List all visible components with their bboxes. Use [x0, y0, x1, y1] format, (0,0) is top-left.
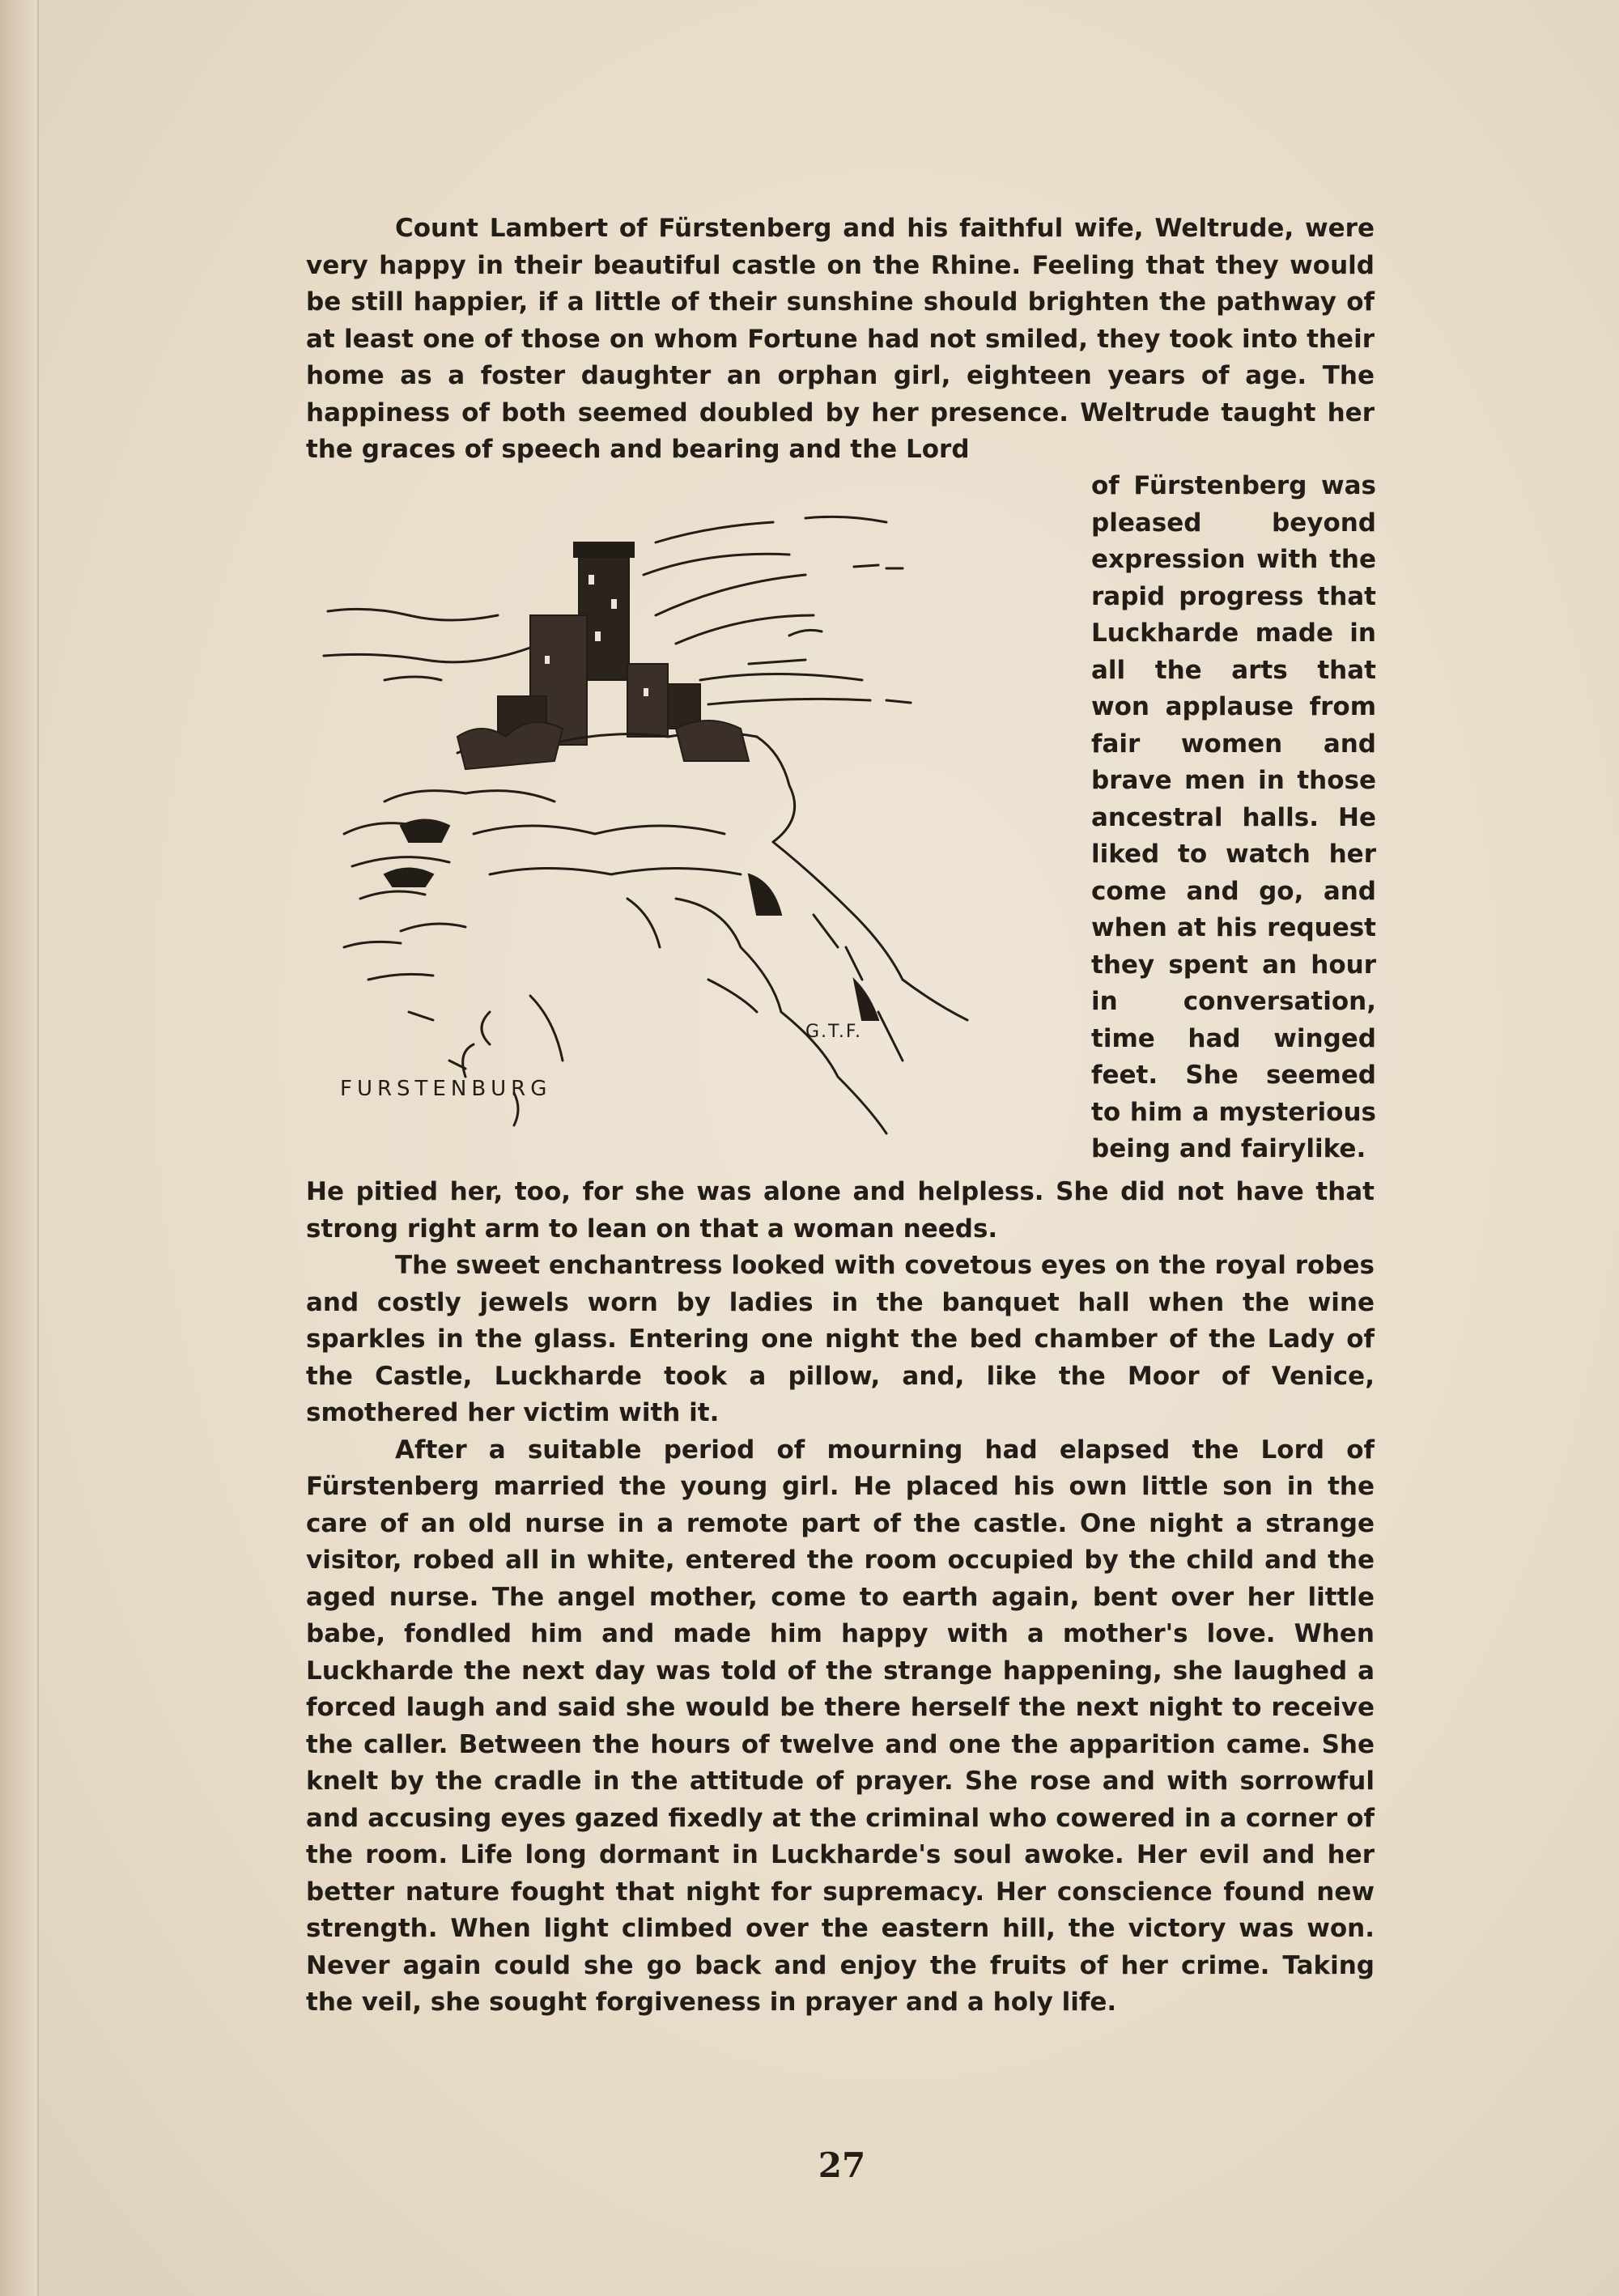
body-text — [306, 1174, 1375, 2022]
paragraph-3: After a suitable period of mourning had elapsed the Lord of Fürstenberg married the young girl. He placed his own little son in the care of an old nurse in a remote part of the castle. One night a strange visitor, robed all in white, entered the room occupied by the child and the aged nurse. The angel mother, come to earth again, bent over her little babe, fondled him and made him happy with a mother's love. When Luckharde the next day was told of the strange happening, she laughed a forced laugh and said she would be there herself the next night to receive the caller. Between the hours of twelve and one the apparition came. She knelt by the cradle in the attitude of prayer. She rose and with sorrowful and accusing eyes gazed fixedly at the criminal who cowered in a corner of the room. Life long dormant in Luckharde's soul awoke. Her evil and her better nature fought that night for supremacy. Her conscience found new strength. When light climbed over the eastern hill, the victory was won. Never again could she go back and enjoy the fruits of her crime. Taking the veil, she sought forgiveness in prayer and a holy life. — [306, 1435, 1375, 2017]
castle-drawing — [287, 494, 1081, 1166]
book-gutter — [0, 0, 39, 2296]
wrap-column-text: of Fürstenberg was pleased beyond expression with the rapid progress that Luckharde made in all the arts that won applause from fair women and brave men in those ancestral halls. He liked to watch her come and go, and when at his request they spent an hour in conversation, time had winged feet. She seemed to him a mysterious being and fairylike. — [1091, 471, 1376, 1163]
paragraph-1: Count Lambert of Fürstenberg and his faithful wife, Weltrude, were very happy in their beautiful castle on the Rhine. Feeling that they would be still happier, if a little of their sunshine should brighten the pathway of at least one of those on whom Fortune had not smiled, they took into their home as a foster daughter an orphan girl, eighteen years of age. The happiness of both seemed doubled by her presence. Weltrude taught her the graces of speech and bearing and the Lord — [306, 214, 1375, 464]
illustration-caption: FURSTENBURG — [340, 1077, 552, 1101]
castle-illustration — [287, 494, 1081, 1166]
opening-paragraph — [306, 210, 1375, 469]
page-number: 27 — [818, 2145, 866, 2185]
paragraph-1-end: He pitied her, too, for she was alone and helpless. She did not have that strong right arm to lean on that a woman needs. — [306, 1177, 1375, 1244]
artist-initials: G.T.F. — [805, 1022, 862, 1042]
paragraph-2: The sweet enchantress looked with covetous eyes on the royal robes and costly jewels worn by ladies in the banquet hall when the wine sparkles in the glass. Entering one night the bed chamber of the Lady of the Castle, Luckharde took a pillow, and, like the Moor of Venice, smothered her victim with it. — [306, 1251, 1375, 1427]
